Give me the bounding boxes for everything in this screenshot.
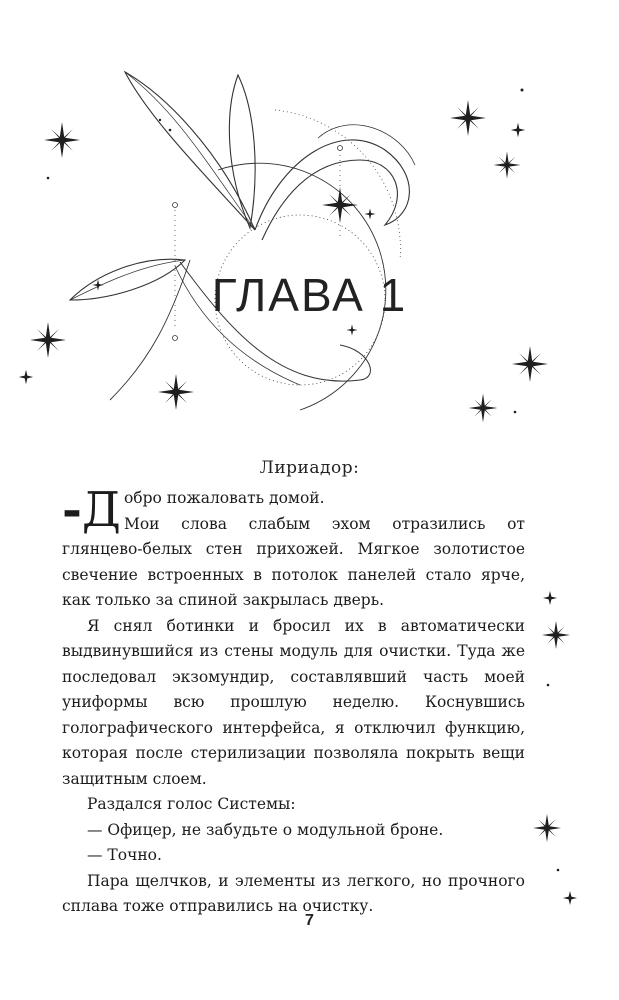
star-icon — [469, 394, 498, 423]
star-icon — [542, 621, 570, 649]
star-icon — [44, 122, 80, 158]
chapter-body — [62, 482, 525, 920]
star-icon — [494, 152, 521, 179]
paragraph — [62, 482, 525, 614]
star-icon — [533, 814, 561, 842]
paragraph-text: Мои слова слабым эхом отразились от глянцево-белых стен прихожей. Мягкое золотистое свечение встроенных в потолок панелей стало ярче, как только за спиной закрылась дверь. — [62, 514, 525, 609]
sparkle-icon — [563, 891, 577, 905]
star-icon — [30, 322, 66, 358]
star-icon — [158, 374, 194, 410]
chapter-title: ГЛАВА 1 — [211, 269, 408, 321]
star-icon — [450, 100, 486, 136]
sparkle-icon — [543, 591, 557, 605]
ornament-leaf-upper — [125, 72, 255, 230]
paragraph: Я снял ботинки и бросил их в автоматически выдвинувшийся из стены модуль для очистки. Туда же последовал экзомундир, составлявший часть моей униформы всю прошлую неделю. Коснувшись голографического интерфейса, я отключил функцию, которая после стерилизации позволяла покрыть вещи защитным слоем. — [62, 616, 525, 788]
paragraph-text: обро пожаловать домой. — [123, 489, 325, 507]
sparkle-icon — [511, 123, 525, 137]
page-number: 7 — [305, 912, 314, 929]
star-icon — [322, 187, 358, 223]
drop-cap: -Д — [62, 482, 121, 538]
sparkle-icon — [364, 208, 375, 219]
chapter-ornament — [0, 0, 619, 440]
ornament-leaf-upper-2 — [229, 75, 255, 228]
ornament-arc — [275, 110, 400, 260]
paragraph: — Офицер, не забудьте о модульной броне. — [87, 820, 444, 839]
paragraph: Пара щелчков, и элементы из легкого, но прочного сплава тоже отправились на очистку. — [62, 871, 525, 915]
ornament-ribbon — [255, 140, 409, 240]
paragraph: — Точно. — [87, 846, 162, 864]
sparkle-icon — [19, 370, 33, 384]
pov-heading: Лириадор: — [259, 458, 360, 478]
paragraph: Раздался голос Системы: — [87, 795, 296, 813]
star-icon — [512, 346, 548, 382]
sparkle-icon — [346, 324, 357, 335]
margin-stars — [520, 580, 619, 920]
